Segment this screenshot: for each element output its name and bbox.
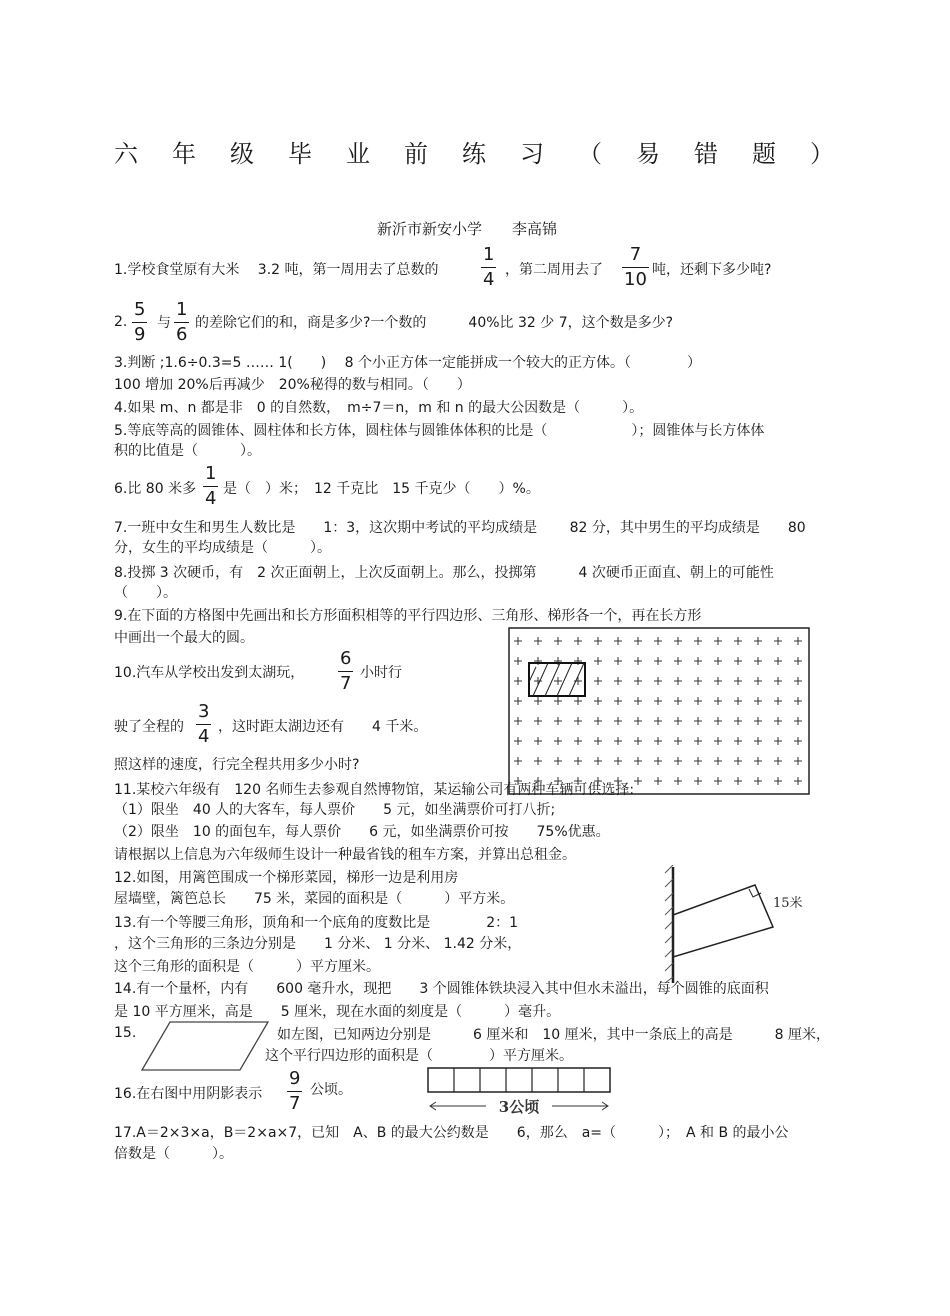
title-char: 题 [752,140,776,168]
question-1-mid: ，第二周用去了 [505,262,603,278]
question-2-with: 与 [157,315,171,331]
title-char: 业 [346,140,370,168]
fraction-q10-b: 3 4 [198,701,210,747]
question-1-end: 吨，还剩下多少吨? [652,262,772,278]
fraction-q6: 1 4 [205,463,217,509]
question-7-line-2: 分，女生的平均成绩是（ ）。 [114,540,331,556]
title-char: 错 [694,140,718,168]
fraction-q1-a: 1 4 [483,244,495,290]
page-title [114,134,834,169]
title-char: 级 [230,140,254,168]
fraction-q1-b: 7 10 [624,244,647,290]
question-13-line-3: 这个三角形的面积是（ ）平方厘米。 [114,959,380,975]
question-14-line-2: 是 10 平方厘米，高是 5 厘米，现在水面的刻度是（ ）毫升。 [114,1004,561,1020]
question-8-line-1: 8.投掷 3 次硬币，有 2 次正面朝上，上次反面朝上。那么，投掷第 4 次硬币正面直、朝上的可能性 [114,565,774,581]
title-char: 易 [636,140,660,168]
question-6-start: 6.比 80 米多 [114,481,197,497]
grid-points [514,637,802,785]
parallelogram [142,1022,268,1070]
author-line: 新沂市新安小学 李高锦 [377,220,558,238]
question-11-line-3: （2）限坐 10 的面包车，每人票价 6 元，如坐满票价可按 75%优惠。 [114,824,610,840]
strip-dividers [454,1068,584,1092]
grid-border [509,628,809,794]
question-10-start: 10.汽车从学校出发到太湖玩， [114,665,305,681]
question-15-num: 15. [114,1025,137,1041]
question-5-line-1: 5.等底等高的圆锥体、圆柱体和长方体，圆柱体与圆锥体体积的比是（ ）；圆锥体与长方体体 [114,423,765,439]
question-16-end: 公顷。 [310,1082,352,1098]
fraction-q2-b: 1 6 [176,299,188,345]
title-char: （ [578,140,602,168]
question-4: 4.如果 m、n 都是非 0 的自然数， m÷7＝n，m 和 n 的最大公因数是（ ）。 [114,400,644,416]
question-6-end: 是（ ）米； 12 千克比 15 千克少（ ）%。 [223,481,540,497]
hectare-strip-figure [426,1066,612,1118]
strip-label: 3公顷 [498,1098,540,1116]
question-10-line-3: 照这样的速度，行完全程共用多少小时? [114,757,360,773]
garden-figure [655,865,815,985]
question-3-line-2: 100 增加 20%后再减少 20%秘得的数与相同。（ ） [114,377,471,393]
title-char: 练 [462,140,486,168]
question-13-line-2: ，这个三角形的三条边分别是 1 分米、 1 分米、 1.42 分米， [114,936,522,952]
fraction-q2-a: 5 9 [134,299,146,345]
question-11-line-1: 11.某校六年级有 120 名师生去参观自然博物馆，某运输公司有两种车辆可供选择: [114,782,635,798]
question-10-line-2-end: ，这时距太湖边还有 4 千米。 [218,719,428,735]
strip-outline [428,1068,610,1092]
question-11-line-2: （1）限坐 40 人的大客车，每人票价 5 元，如坐满票价可打八折; [114,802,556,818]
grid-figure [508,627,810,795]
question-17-line-1: 17.A＝2×3×a，B＝2×a×7，已知 A、B 的最大公约数是 6，那么 a=（ ）； A 和 B 的最小公 [114,1125,789,1141]
title-char: 毕 [288,140,312,168]
shaded-rectangle [529,663,585,696]
title-char: 六 [114,140,138,168]
question-5-line-2: 积的比值是（ ）。 [114,443,261,459]
title-char: 前 [404,140,428,168]
question-3-line-1: 3.判断 ;1.6÷0.3=5 …… 1( ) 8 个小正方体一定能拼成一个较大的正方体。（ ） [114,355,701,371]
question-7-line-1: 7.一班中女生和男生人数比是 1：3，这次期中考试的平均成绩是 82 分，其中男生的平均成绩是 80 [114,520,806,536]
question-2-num: 2. [114,314,128,330]
fraction-q16: 9 7 [289,1068,301,1114]
question-17-line-2: 倍数是（ ）。 [114,1146,233,1162]
question-14-line-1: 14.有一个量杯，内有 600 毫升水，现把 3 个圆锥体铁块浸入其中但水未溢出，每个圆锥的底面积 [114,981,769,997]
title-char: 习 [520,140,544,168]
fraction-q10-a: 6 7 [340,648,352,694]
question-13-line-1: 13.有一个等腰三角形，顶角和一个底角的度数比是 2：1 [114,915,519,931]
question-1-text: 1.学校食堂原有大米 3.2 吨，第一周用去了总数的 [114,262,439,278]
question-12-line-1: 12.如图，用篱笆围成一个梯形菜园，梯形一边是利用房 [114,870,459,886]
question-10-mid: 小时行 [360,665,402,681]
question-16-start: 16.在右图中用阴影表示 [114,1086,263,1102]
parallelogram-figure [140,1018,272,1074]
side-length-label: 15米 [773,896,803,911]
question-15-line-2: 这个平行四边形的面积是（ ）平方厘米。 [265,1048,573,1064]
question-10-line-2: 驶了全程的 [114,719,184,735]
question-15-line-1: 如左图，已知两边分别是 6 厘米和 10 厘米，其中一条底上的高是 8 厘米， [277,1027,830,1043]
question-11-line-4: 请根据以上信息为六年级师生设计一种最省钱的租车方案，并算出总租金。 [114,847,576,863]
question-12-line-2: 屋墙壁，篱笆总长 75 米，菜园的面积是（ ）平方米。 [114,891,515,907]
title-char: 年 [172,140,196,168]
question-9-line-1: 9.在下面的方格图中先画出和长方形面积相等的平行四边形、三角形、梯形各一个，再在长方形 [114,608,702,624]
title-char: ） [810,140,834,168]
trapezoid-garden [673,885,773,957]
question-2-text: 的差除它们的和，商是多少?一个数的 40%比 32 少 7，这个数是多少? [195,315,674,331]
question-8-line-2: （ ）。 [114,585,177,601]
question-9-line-2: 中画出一个最大的圆。 [114,630,254,646]
